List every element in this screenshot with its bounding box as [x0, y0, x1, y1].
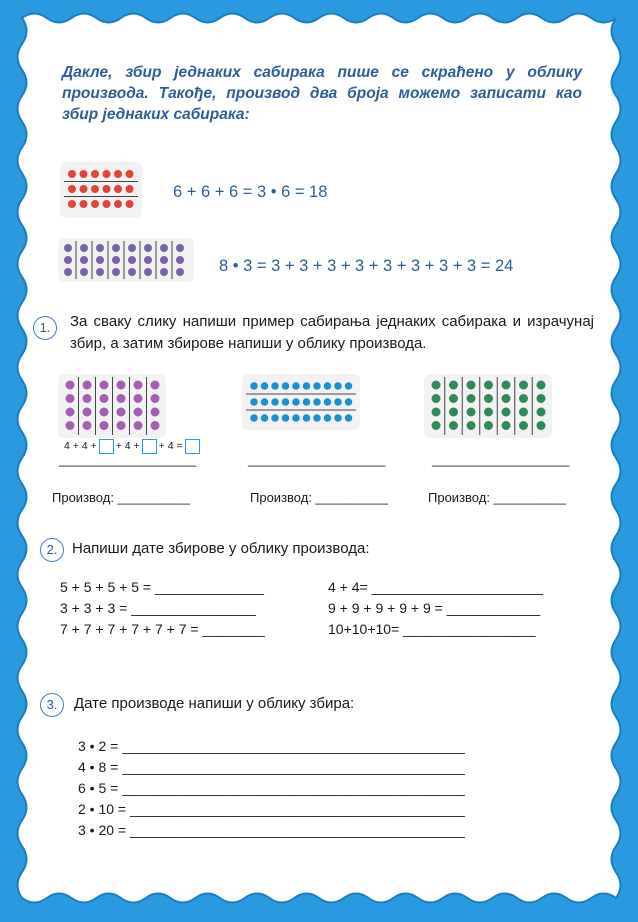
- red-dot: [68, 200, 76, 208]
- green-dot: [537, 381, 546, 390]
- purple-dot: [128, 256, 136, 264]
- blue-dot: [250, 382, 258, 390]
- red-dot: [126, 185, 134, 193]
- blue-dot: [292, 414, 300, 422]
- purple-dot: [117, 408, 126, 417]
- green-dot: [502, 394, 511, 403]
- purple-dot: [134, 408, 143, 417]
- purple-dot: [112, 268, 120, 276]
- task1-picture-purple: [58, 374, 166, 438]
- red-dot: [91, 185, 99, 193]
- green-dot: [449, 408, 458, 417]
- purple-dot: [83, 421, 92, 430]
- answer-line-1[interactable]: ___________________: [59, 452, 197, 467]
- green-dot: [467, 421, 476, 430]
- task2-right-column: [328, 577, 543, 640]
- green-dot: [467, 381, 476, 390]
- purple-dot: [151, 381, 160, 390]
- green-dot: [484, 408, 493, 417]
- blue-dot: [334, 382, 342, 390]
- red-dot: [114, 185, 122, 193]
- purple-dot: [176, 244, 184, 252]
- green-dot: [519, 394, 528, 403]
- green-dot: [537, 408, 546, 417]
- purple-dot: [83, 381, 92, 390]
- blue-dot: [282, 382, 290, 390]
- blue-dot: [271, 398, 279, 406]
- green-dot: [467, 394, 476, 403]
- purple-dot: [66, 421, 75, 430]
- green-dot: [519, 408, 528, 417]
- blue-dot: [261, 414, 269, 422]
- task2-number: 2.: [40, 538, 64, 562]
- blue-dot: [271, 414, 279, 422]
- green-dot: [537, 421, 546, 430]
- blue-dot: [250, 398, 258, 406]
- purple-dot: [144, 268, 152, 276]
- blue-dot: [334, 398, 342, 406]
- red-dot: [68, 185, 76, 193]
- purple-dot: [144, 244, 152, 252]
- example-red-dots-picture: [60, 162, 142, 218]
- green-dot: [449, 421, 458, 430]
- green-dot: [449, 381, 458, 390]
- blue-dot: [345, 382, 353, 390]
- blue-dot: [303, 398, 311, 406]
- blue-dot: [303, 382, 311, 390]
- blue-dot: [345, 414, 353, 422]
- purple-dot: [64, 244, 72, 252]
- task2-text: Напиши дате збирове у облику производа:: [72, 540, 370, 557]
- purple-dot: [134, 421, 143, 430]
- blue-dot: [261, 398, 269, 406]
- purple-dot: [128, 268, 136, 276]
- purple-dot: [100, 408, 109, 417]
- task1-picture-blue: [242, 374, 360, 430]
- example-equation-1: 6 + 6 + 6 = 3 • 6 = 18: [173, 183, 328, 201]
- blue-dot: [271, 382, 279, 390]
- purple-dot: [100, 381, 109, 390]
- blue-dot: [282, 414, 290, 422]
- green-dot: [484, 394, 493, 403]
- red-dot: [103, 170, 111, 178]
- purple-dot: [160, 244, 168, 252]
- task2-right-line[interactable]: 9 + 9 + 9 + 9 + 9 = ____________: [328, 600, 541, 616]
- task2-left-line[interactable]: 7 + 7 + 7 + 7 + 7 + 7 = ________: [60, 621, 265, 637]
- picture-background: [58, 238, 194, 282]
- blue-dot: [292, 398, 300, 406]
- purple-dot: [66, 381, 75, 390]
- purple-dot: [151, 394, 160, 403]
- green-dot: [432, 408, 441, 417]
- blue-dot: [324, 414, 332, 422]
- purple-dot: [80, 256, 88, 264]
- purple-dot: [64, 256, 72, 264]
- answer-line-2[interactable]: ___________________: [248, 452, 386, 467]
- purple-dot: [144, 256, 152, 264]
- green-dot: [449, 394, 458, 403]
- task2-right-line[interactable]: 10+10+10= _________________: [328, 621, 536, 637]
- purple-dot: [151, 421, 160, 430]
- blue-dot: [282, 398, 290, 406]
- purple-dot: [117, 394, 126, 403]
- blue-dot: [313, 398, 321, 406]
- blue-dot: [250, 414, 258, 422]
- task2-left-line[interactable]: 5 + 5 + 5 + 5 = ______________: [60, 579, 264, 595]
- task1-number: 1.: [33, 316, 57, 340]
- red-dot: [91, 170, 99, 178]
- red-dot: [68, 170, 76, 178]
- purple-dot: [176, 256, 184, 264]
- purple-dot: [112, 244, 120, 252]
- blue-dot: [261, 382, 269, 390]
- product-field-1[interactable]: Производ: __________: [52, 490, 190, 505]
- example-equation-2: 8 • 3 = 3 + 3 + 3 + 3 + 3 + 3 + 3 + 3 = 24: [219, 257, 514, 275]
- purple-dot: [117, 381, 126, 390]
- green-dot: [484, 381, 493, 390]
- task3-line[interactable]: 6 • 5 = ____________________________________________: [78, 780, 465, 796]
- purple-dot: [134, 381, 143, 390]
- green-dot: [502, 408, 511, 417]
- purple-dot: [160, 268, 168, 276]
- hint-part-2: + 4 +: [115, 440, 140, 452]
- green-dot: [484, 421, 493, 430]
- red-dot: [126, 200, 134, 208]
- purple-dot: [176, 268, 184, 276]
- green-dot: [502, 381, 511, 390]
- red-dot: [91, 200, 99, 208]
- example-purple-dots-picture: [58, 238, 194, 282]
- purple-dot: [66, 394, 75, 403]
- purple-dot: [100, 394, 109, 403]
- red-dot: [80, 185, 88, 193]
- blue-dot: [345, 398, 353, 406]
- purple-dot: [112, 256, 120, 264]
- red-dot: [103, 185, 111, 193]
- task2-left-column: [60, 577, 265, 640]
- blue-dot: [324, 382, 332, 390]
- red-dot: [126, 170, 134, 178]
- purple-dot: [80, 268, 88, 276]
- product-field-2[interactable]: Производ: __________: [250, 490, 388, 505]
- picture-background: [242, 374, 360, 430]
- answer-line-3[interactable]: ___________________: [432, 452, 570, 467]
- task3-line[interactable]: 2 • 10 = ___________________________________________: [78, 801, 465, 817]
- task3-text: Дате производе напиши у облику збира:: [74, 695, 355, 712]
- purple-dot: [117, 421, 126, 430]
- purple-dot: [96, 256, 104, 264]
- green-dot: [467, 408, 476, 417]
- blue-dot: [324, 398, 332, 406]
- purple-dot: [96, 244, 104, 252]
- green-dot: [432, 381, 441, 390]
- green-dot: [432, 421, 441, 430]
- red-dot: [80, 170, 88, 178]
- task3-lines: [78, 736, 465, 841]
- task1-text: За сваку слику напиши пример сабирања једнаких сабирака и израчунај збир, а затим збирове напиши у облику производа.: [70, 313, 594, 352]
- hint-part-1: 4 + 4 +: [64, 440, 97, 452]
- purple-dot: [83, 408, 92, 417]
- purple-dot: [80, 244, 88, 252]
- intro-text: Дакле, збир једнаких сабирака пише се скраћено у облику производа. Такође, производ два броја можемо записати као збир једнаких сабирака:: [62, 64, 582, 123]
- task1-picture-green: [424, 374, 552, 438]
- blue-dot: [313, 382, 321, 390]
- purple-dot: [66, 408, 75, 417]
- purple-dot: [83, 394, 92, 403]
- green-dot: [519, 421, 528, 430]
- blue-dot: [313, 414, 321, 422]
- task3-line[interactable]: 3 • 2 = ____________________________________________: [78, 738, 465, 754]
- blue-dot: [292, 382, 300, 390]
- purple-dot: [96, 268, 104, 276]
- hint-part-3: + 4 =: [158, 440, 183, 452]
- green-dot: [537, 394, 546, 403]
- purple-dot: [151, 408, 160, 417]
- blue-dot: [303, 414, 311, 422]
- red-dot: [80, 200, 88, 208]
- task2-right-line[interactable]: 4 + 4= ______________________: [328, 579, 543, 595]
- purple-dot: [128, 244, 136, 252]
- red-dot: [114, 200, 122, 208]
- purple-dot: [64, 268, 72, 276]
- purple-dot: [100, 421, 109, 430]
- green-dot: [502, 421, 511, 430]
- purple-dot: [134, 394, 143, 403]
- green-dot: [432, 394, 441, 403]
- task3-line[interactable]: 4 • 8 = ____________________________________________: [78, 759, 465, 775]
- red-dot: [114, 170, 122, 178]
- red-dot: [103, 200, 111, 208]
- green-dot: [519, 381, 528, 390]
- blue-dot: [334, 414, 342, 422]
- task3-number: 3.: [40, 693, 64, 717]
- task2-left-line[interactable]: 3 + 3 + 3 = ________________: [60, 600, 256, 616]
- product-field-3[interactable]: Производ: __________: [428, 490, 566, 505]
- task3-line[interactable]: 3 • 20 = ___________________________________________: [78, 822, 465, 838]
- purple-dot: [160, 256, 168, 264]
